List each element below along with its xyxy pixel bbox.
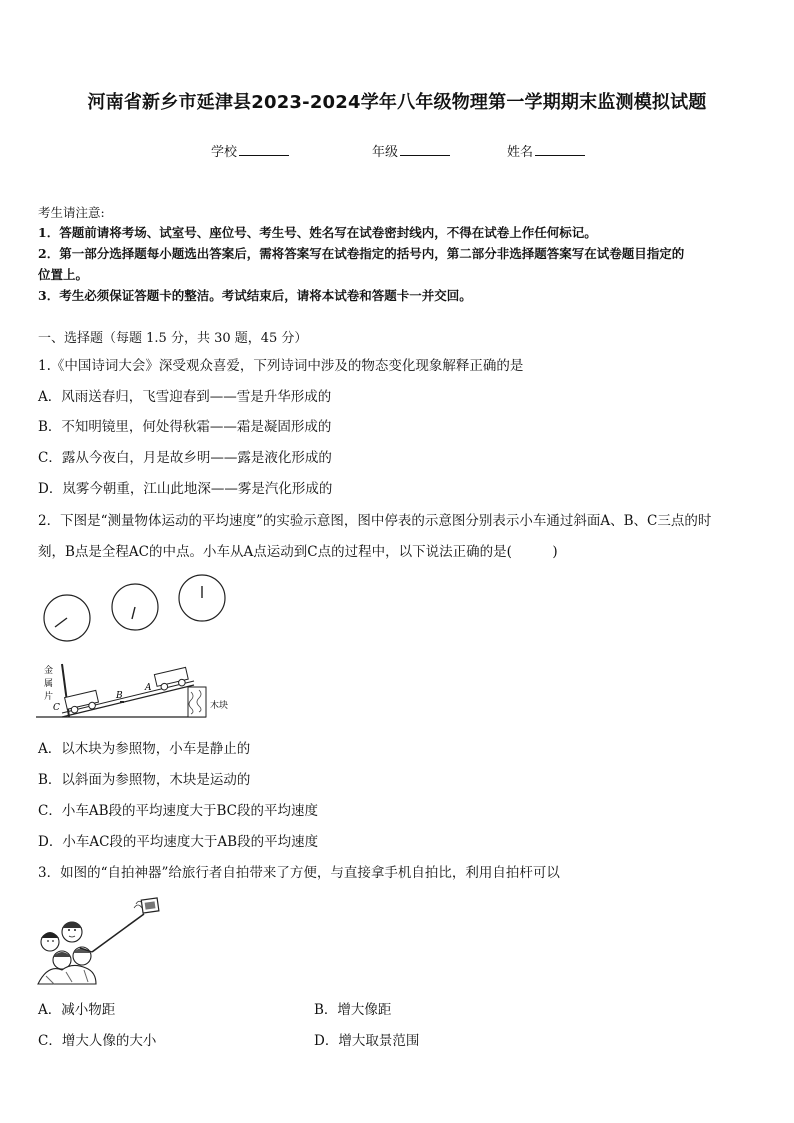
q1-option-c: C．露从今夜白，月是故乡明——露是液化形成的 [38,450,332,466]
notice-heading: 考生请注意: [38,205,105,220]
block-label: 木块 [210,701,229,711]
q2-option-a: A．以木块为参照物，小车是静止的 [38,741,251,757]
name-field[interactable] [507,141,585,160]
notice-item: 2．第一部分选择题每小题选出答案后，需将答案写在试卷指定的括号内，第二部分非选择题答案写在试卷题目指定的 [38,246,685,261]
people-group [38,922,96,985]
notice-item: 3．考生必须保证答题卡的整洁。考试结束后，请将本试卷和答题卡一并交回。 [38,288,472,303]
grade-field[interactable] [372,141,450,160]
phone-icon [134,898,159,913]
q3-stem: 3．如图的“自拍神器”给旅行者自拍带来了方便，与直接拿手机自拍比，利用自拍杆可以 [38,865,560,881]
q1-stem: 1.《中国诗词大会》深受观众喜爱，下列诗词中涉及的物态变化现象解释正确的是 [38,358,524,374]
q2-option-b: B．以斜面为参照物，木块是运动的 [38,772,251,788]
section-heading: 一、选择题（每题 1.5 分，共 30 题，45 分） [38,331,308,346]
stopwatch-a-icon [179,575,225,621]
q2-option-d: D．小车AC段的平均速度大于AB段的平均速度 [38,834,319,850]
q1-option-d: D．岚雾今朝重，江山此地深——雾是汽化形成的 [38,481,333,497]
metal-plate-label-2: 属 [44,679,54,689]
grade-blank[interactable] [400,143,450,156]
selfie-stick-figure [36,892,166,987]
q3-option-a: A．减小物距 [38,1002,116,1018]
school-label: 学校 [211,145,238,160]
page-title: 河南省新乡市延津县2023-2024学年八年级物理第一学期期末监测模拟试题 [87,92,707,113]
q3-option-c: C．增大人像的大小 [38,1033,157,1049]
name-label: 姓名 [507,145,534,160]
school-blank[interactable] [239,143,289,156]
q3-option-d: D．增大取景范围 [314,1033,420,1049]
q2-figure [36,572,246,722]
notice-item: 1．答题前请将考场、试室号、座位号、考生号、姓名写在试卷密封线内，不得在试卷上作任何标记。 [38,225,597,240]
metal-plate-label-1: 金 [44,666,54,676]
q2-stem-line1: 2．下图是“测量物体运动的平均速度”的实验示意图，图中停表的示意图分别表示小车通过斜面A、B、C三点的时 [38,513,712,529]
school-field[interactable] [211,141,289,160]
notice-item: 位置上。 [38,267,89,282]
grade-label: 年级 [372,145,399,160]
q2-stem-line2: 刻，B点是全程AC的中点。小车从A点运动到C点的过程中，以下说法正确的是( ) [38,544,558,560]
q2-option-c: C．小车AB段的平均速度大于BC段的平均速度 [38,803,318,819]
q3-option-b: B．增大像距 [314,1002,392,1018]
q1-option-a: A．风雨送春归，飞雪迎春到——雪是升华形成的 [38,389,332,405]
point-c-label: C [53,703,60,713]
stopwatch-c-icon [44,595,90,641]
name-blank[interactable] [535,143,585,156]
stopwatch-b-icon [112,584,158,630]
q1-option-b: B．不知明镜里，何处得秋霜——霜是凝固形成的 [38,419,332,435]
wood-block [188,687,206,717]
metal-plate-label-3: 片 [44,692,54,702]
point-a-label: A [145,683,152,693]
point-b-label: B [116,691,123,701]
